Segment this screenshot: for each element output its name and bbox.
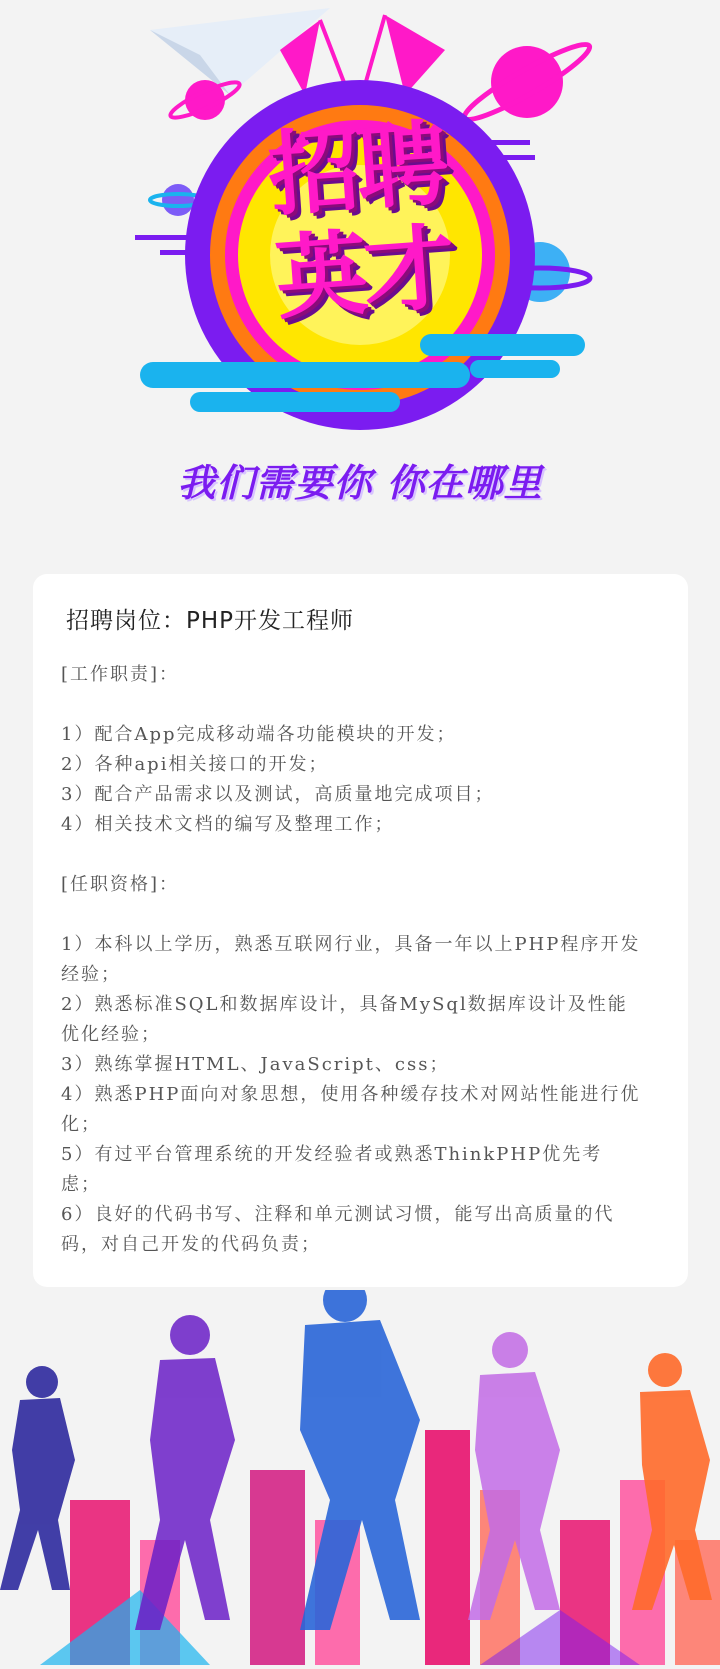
quals-heading: [任职资格]： <box>61 874 180 895</box>
job-title: 招聘岗位：PHP开发工程师 <box>66 608 355 634</box>
qual-item: 2）熟悉标准SQL和数据库设计，具备MySql数据库设计及性能优化经验； <box>61 994 628 1045</box>
runner-silhouette <box>135 1315 235 1630</box>
duty-item: 1）配合App完成移动端各功能模块的开发； <box>61 724 457 745</box>
hero-title-line2: 英才 <box>272 213 456 333</box>
hero-banner <box>0 0 720 560</box>
qual-item: 5）有过平台管理系统的开发经验者或熟悉ThinkPHP优先考虑； <box>61 1144 603 1195</box>
duties-heading: [工作职责]： <box>61 664 180 685</box>
footer-illustration <box>0 1290 720 1665</box>
runner-silhouette <box>0 1366 75 1590</box>
duty-item: 4）相关技术文档的编写及整理工作； <box>61 814 395 835</box>
hero-slogan: 我们需要你 你在哪里 <box>177 461 543 505</box>
hero-title <box>183 106 537 337</box>
qual-item: 4）熟悉PHP面向对象思想，使用各种缓存技术对网站性能进行优化； <box>61 1084 641 1135</box>
qual-item: 1）本科以上学历，熟悉互联网行业，具备一年以上PHP程序开发经验； <box>61 934 641 985</box>
flag-icon <box>385 15 445 95</box>
qual-item: 3）熟练掌握HTML、JavaScript、css； <box>61 1054 450 1075</box>
runners-illustration <box>0 1290 720 1665</box>
job-description <box>61 660 641 1260</box>
qual-item: 6）良好的代码书写、注释和单元测试习惯，能写出高质量的代码，对自己开发的代码负责； <box>61 1204 615 1255</box>
duty-item: 2）各种api相关接口的开发； <box>61 754 329 775</box>
duty-item: 3）配合产品需求以及测试，高质量地完成项目； <box>61 784 495 805</box>
job-card <box>33 574 688 1287</box>
hero-title-line1: 招聘 <box>264 110 448 230</box>
